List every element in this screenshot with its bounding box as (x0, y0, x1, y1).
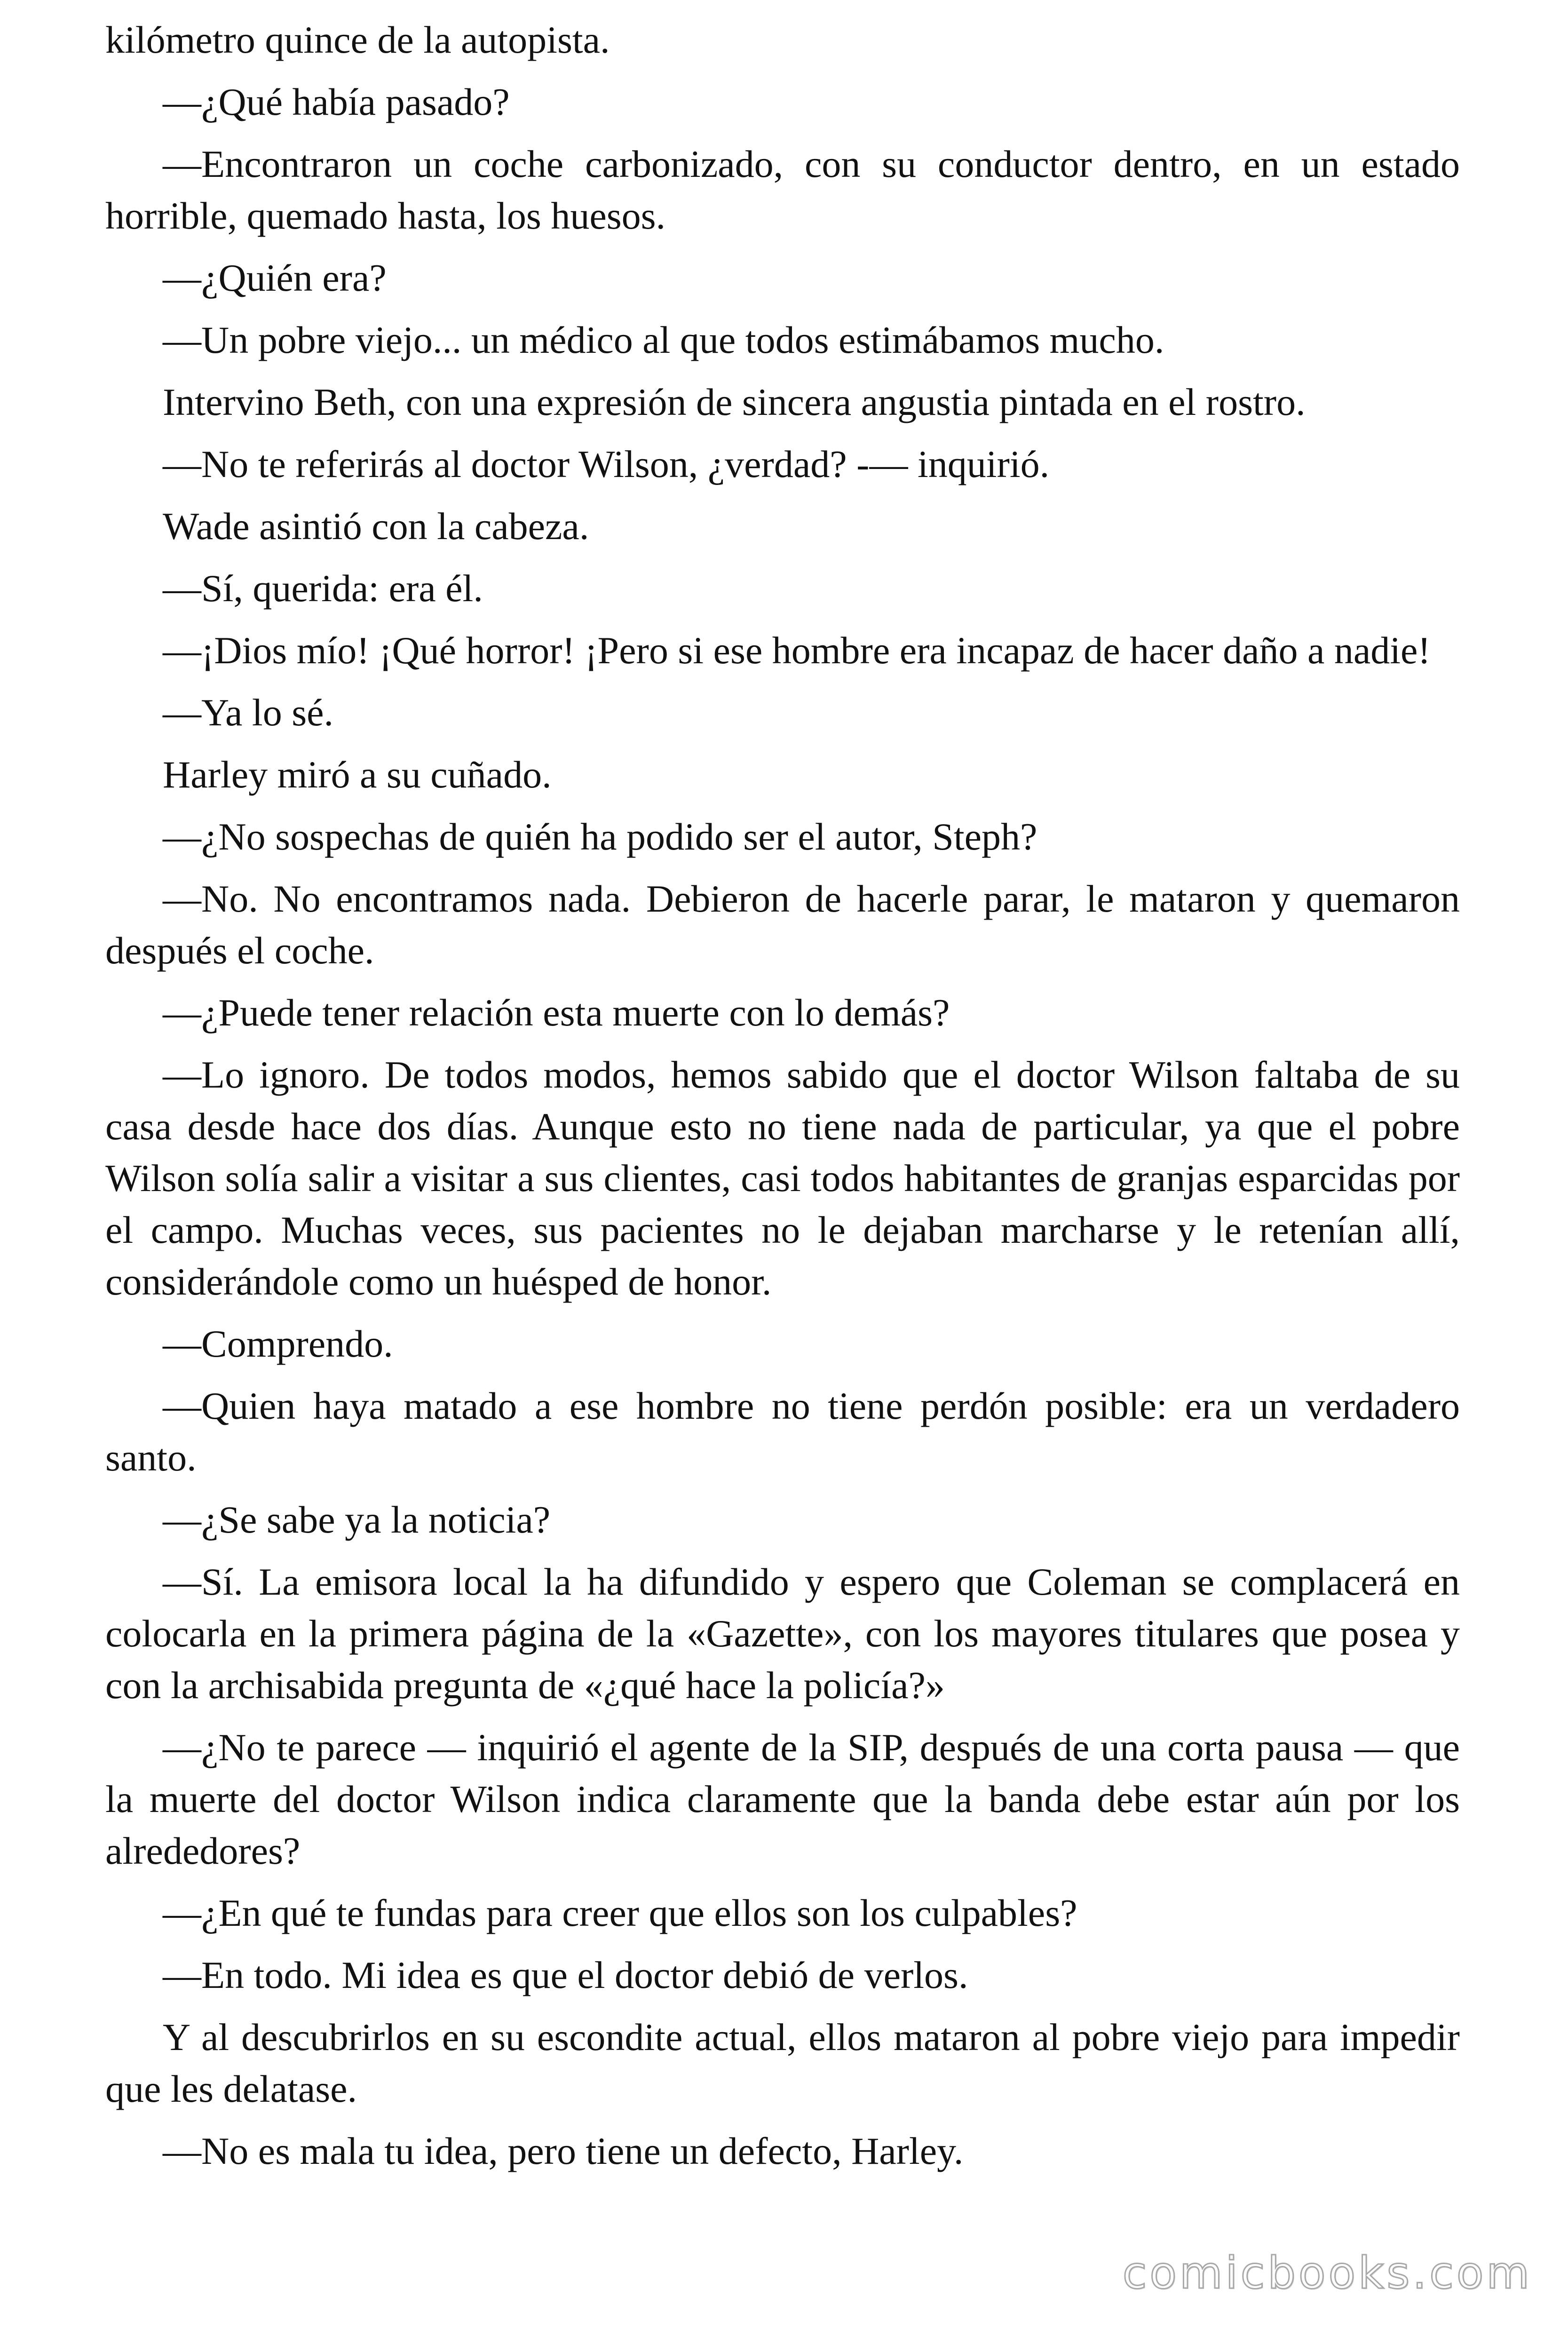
paragraph: —¿En qué te fundas para creer que ellos son los culpables? (163, 1891, 1077, 1934)
paragraph: Wade asintió con la cabeza. (163, 505, 589, 548)
book-page (105, 14, 1460, 2187)
paragraph: —¿Qué había pasado? (163, 80, 510, 123)
paragraph: kilómetro quince de la autopista. (105, 18, 610, 61)
paragraph: —¿No sospechas de quién ha podido ser el autor, Steph? (163, 815, 1037, 858)
paragraph: —Encontraron un coche carbonizado, con su conductor dentro, en un estado horrible, quemado hasta, los huesos. (105, 143, 1460, 237)
watermark: comicbooks.com (1122, 2248, 1532, 2299)
paragraph: —¿Puede tener relación esta muerte con lo demás? (163, 991, 950, 1034)
paragraph: —¿Se sabe ya la noticia? (163, 1498, 551, 1541)
paragraph: —No es mala tu idea, pero tiene un defecto, Harley. (163, 2130, 964, 2172)
paragraph: —Sí. La emisora local la ha difundido y espero que Coleman se complacerá en colocarla en la primera página de la «Gazette», con los mayores titulares que posea y con la archisabida pregunta de «¿qué hace la policía?» (105, 1560, 1460, 1707)
paragraph: —¿Quién era? (163, 256, 387, 299)
paragraph: —Ya lo sé. (163, 691, 333, 734)
paragraph: —En todo. Mi idea es que el doctor debió de verlos. (163, 1954, 968, 1996)
paragraph: Harley miró a su cuñado. (163, 753, 552, 796)
paragraph: —Sí, querida: era él. (163, 567, 483, 610)
paragraph: Intervino Beth, con una expresión de sincera angustia pintada en el rostro. (163, 381, 1306, 423)
paragraph: —Lo ignoro. De todos modos, hemos sabido que el doctor Wilson faltaba de su casa desde hace dos días. Aunque esto no tiene nada de particular, ya que el pobre Wilson solía salir a visitar a sus clientes, casi todos habitantes de granjas esparcidas por el campo. Muchas veces, sus pacientes no le dejaban marcharse y le retenían allí, considerándole como un huésped de honor. (105, 1053, 1460, 1303)
paragraph: —Comprendo. (163, 1322, 393, 1365)
paragraph: —Un pobre viejo... un médico al que todos estimábamos mucho. (163, 318, 1164, 361)
paragraph: —¿No te parece — inquirió el agente de la SIP, después de una corta pausa — que la muerte del doctor Wilson indica claramente que la banda debe estar aún por los alrededores? (105, 1726, 1460, 1872)
paragraph: Y al descubrirlos en su escondite actual, ellos mataron al pobre viejo para impedir que les delatase. (105, 2016, 1460, 2110)
paragraph: —Quien haya matado a ese hombre no tiene perdón posible: era un verdadero santo. (105, 1384, 1460, 1479)
paragraph: —No te referirás al doctor Wilson, ¿verdad? -— inquirió. (163, 443, 1050, 485)
paragraph: —¡Dios mío! ¡Qué horror! ¡Pero si ese hombre era incapaz de hacer daño a nadie! (163, 629, 1431, 672)
paragraph: —No. No encontramos nada. Debieron de hacerle parar, le mataron y quemaron después el coche. (105, 877, 1460, 972)
